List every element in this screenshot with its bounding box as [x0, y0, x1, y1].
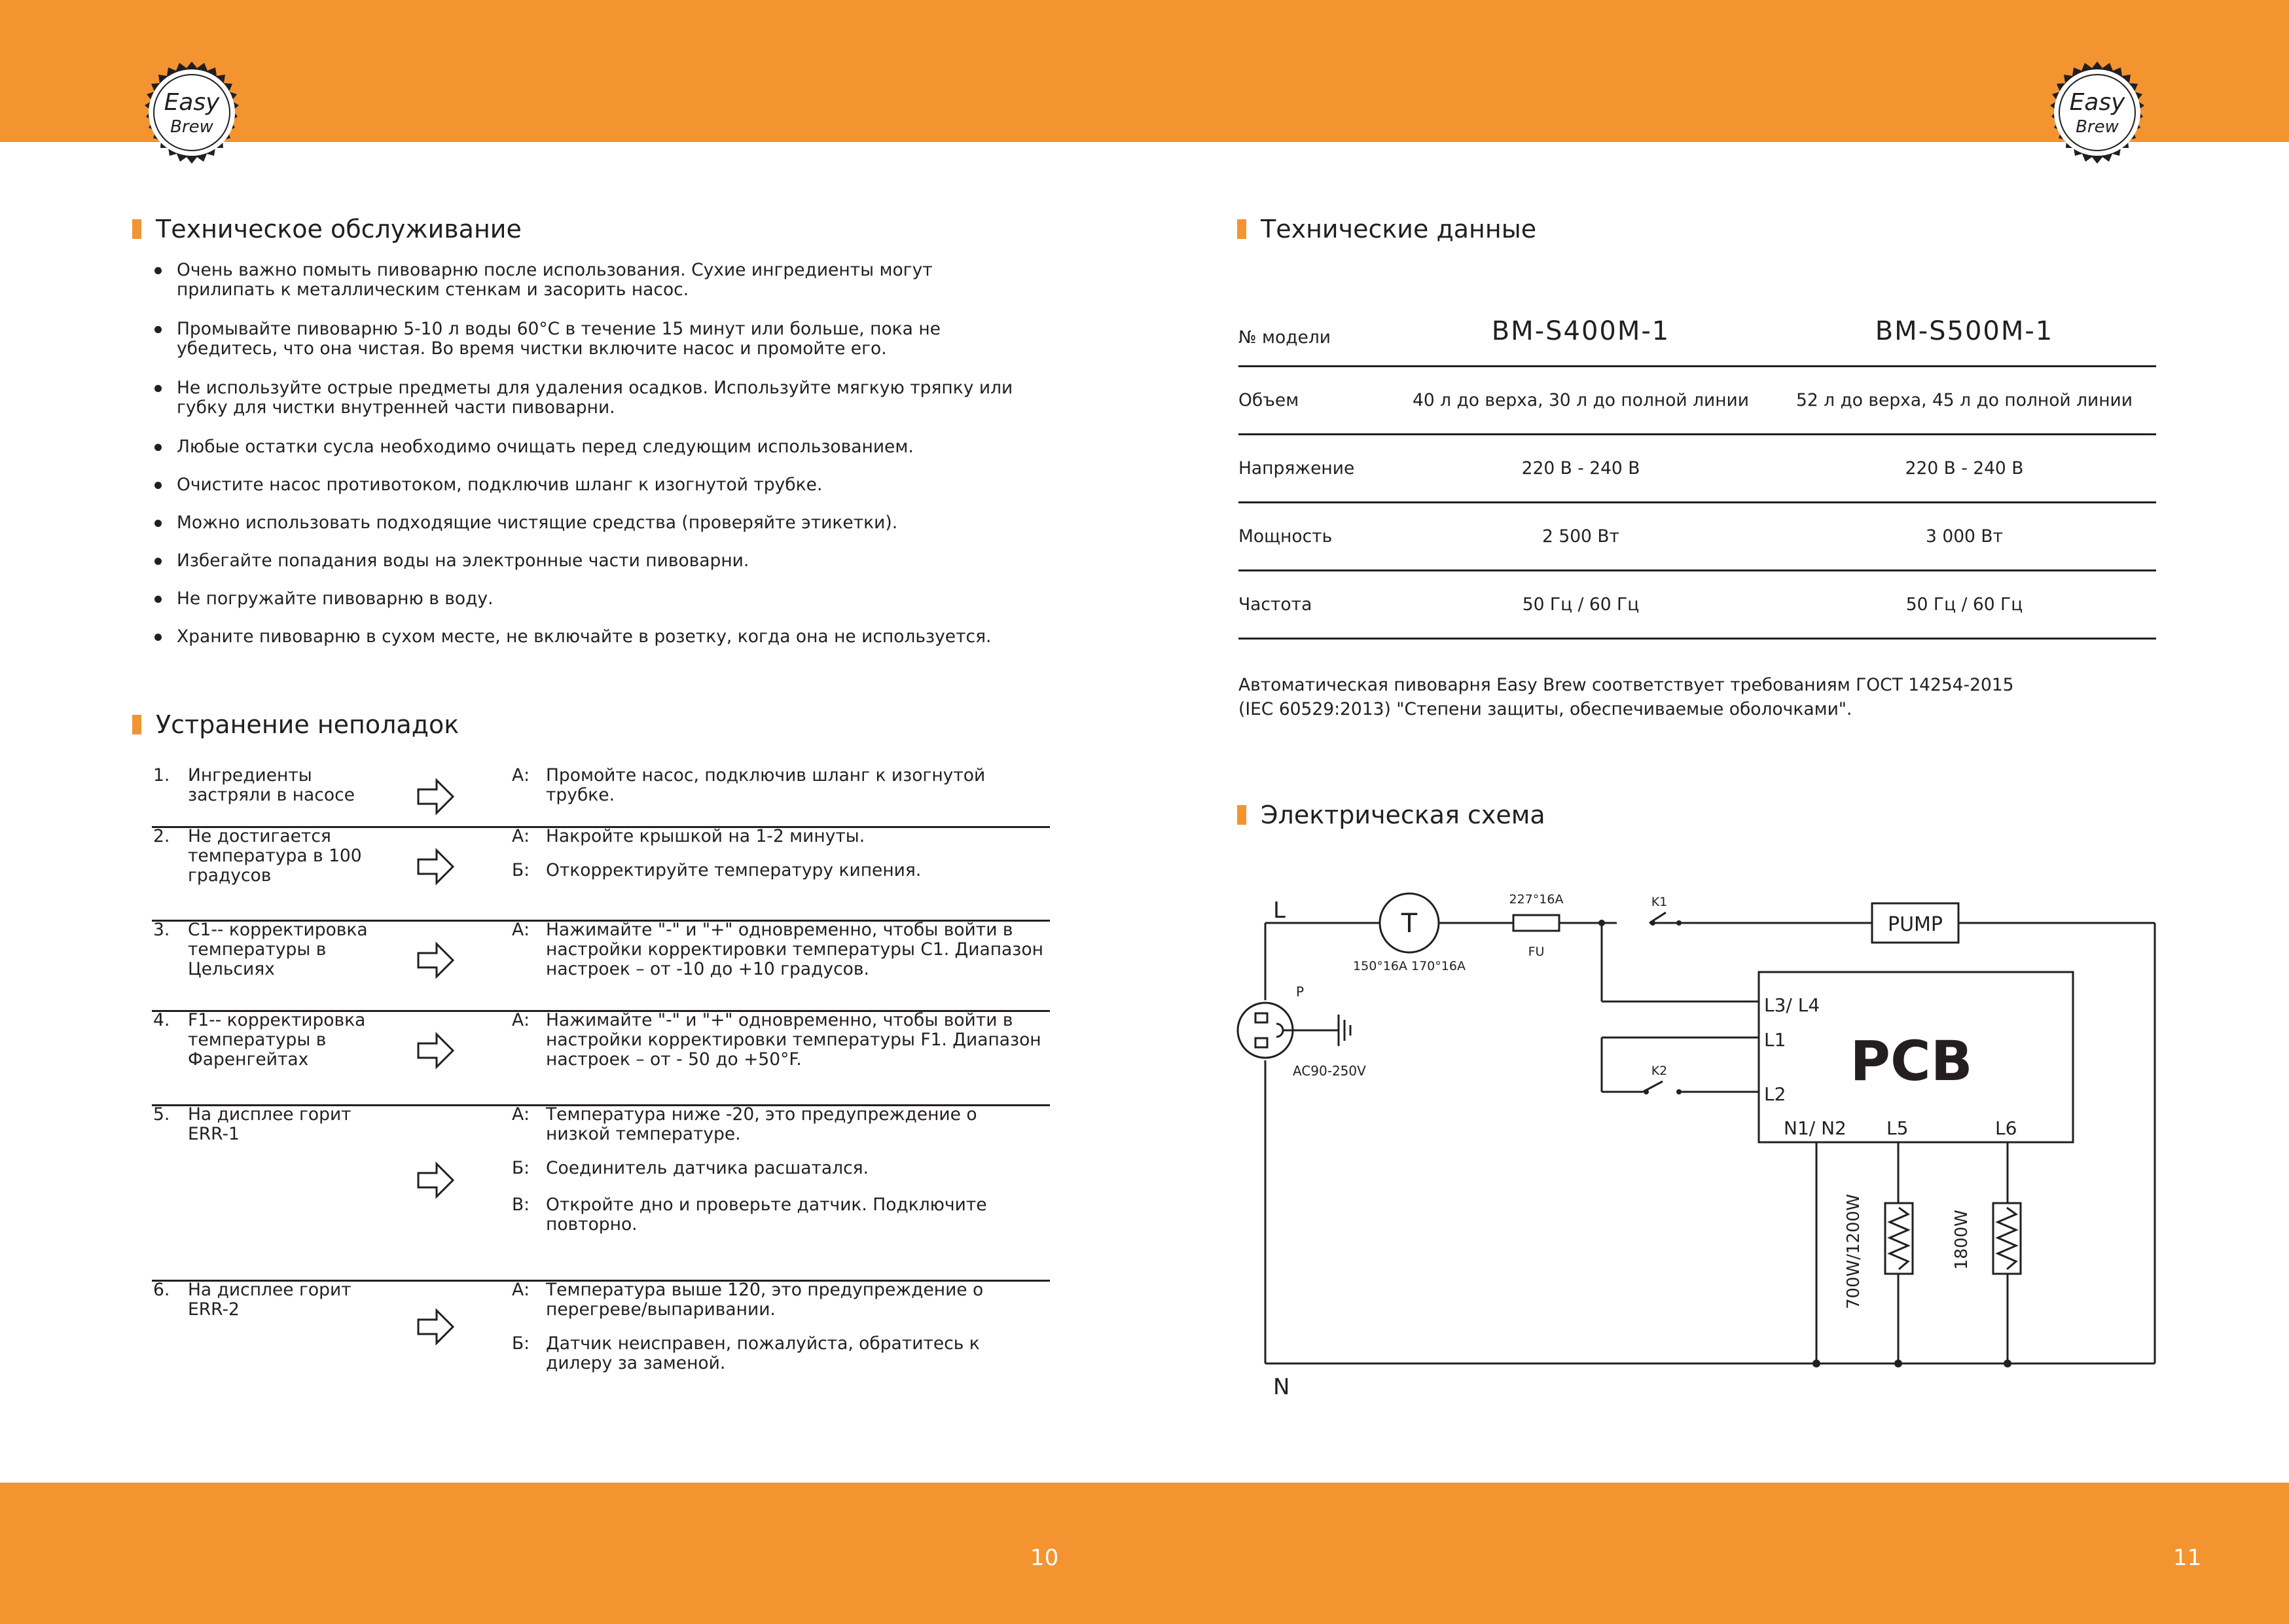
spec-label: Частота — [1238, 570, 1389, 638]
maintenance-list — [152, 261, 1055, 647]
label-K2: K2 — [1651, 1064, 1668, 1078]
troubleshooting-row — [152, 828, 1050, 922]
row-number: 5. — [153, 1104, 170, 1125]
maintenance-item: Очень важно помыть пивоварню после использования. Сухие ингредиенты могут прилипать к металлическим стенкам и засорить насос. — [152, 261, 1055, 300]
maintenance-item: Не погружайте пивоварню в воду. — [152, 589, 1055, 609]
solution-item: А: Температура выше 120, это предупреждение о перегреве/выпаривании. — [512, 1280, 984, 1320]
maintenance-item: Избегайте попадания воды на электронные части пивоварни. — [152, 551, 1055, 571]
maintenance-item: Очистите насос противотоком, подключив шланг к изогнутой трубке. — [152, 475, 1055, 495]
problem-text: C1-- корректировка температуры в Цельсиях — [188, 920, 368, 979]
page-number-right: 11 — [2173, 1545, 2202, 1571]
specs-header-row — [1238, 298, 2156, 366]
arrow-right-icon — [417, 941, 455, 979]
svg-text:Brew: Brew — [170, 117, 213, 137]
solution-letter: А: — [512, 826, 530, 846]
solution-list — [512, 1280, 1049, 1373]
troubleshooting-row — [152, 1106, 1050, 1282]
solution-item: Б: Соединитель датчика расшатался. — [512, 1158, 869, 1178]
solution-item: Б: Откорректируйте температуру кипения. — [512, 860, 922, 880]
solution-letter: Б: — [512, 1158, 530, 1178]
spec-label: Напряжение — [1238, 434, 1389, 502]
model-name: BM-S400M-1 — [1389, 298, 1773, 366]
label-T: T — [1401, 909, 1418, 939]
arrow-right-icon — [417, 1032, 455, 1070]
spec-value: 2 500 Вт — [1389, 502, 1773, 570]
label-heater1: 700W/1200W — [1844, 1194, 1864, 1309]
label-K1: K1 — [1651, 895, 1668, 909]
maintenance-item: Не используйте острые предметы для удаления осадков. Используйте мягкую тряпку или губку для чистки внутренней части пивоварни. — [152, 378, 1055, 418]
solution-list — [512, 766, 1049, 805]
label-P: P — [1296, 984, 1305, 1000]
easy-brew-logo-right — [2040, 55, 2155, 170]
footer-band — [0, 1483, 2289, 1624]
arrow-right-icon — [417, 1161, 455, 1199]
row-number: 6. — [153, 1280, 170, 1300]
solution-letter: Б: — [512, 860, 530, 880]
maintenance-title: Техническое обслуживание — [132, 215, 522, 244]
troubleshooting-row — [152, 767, 1050, 828]
easy-brew-logo-left — [134, 55, 249, 170]
maintenance-item: Промывайте пивоварню 5-10 л воды 60°C в течение 15 минут или больше, пока не убедитесь, что она чистая. Во время чистки включите насос и промойте его. — [152, 319, 1055, 359]
label-t-rating: 150°16A 170°16A — [1353, 959, 1466, 973]
specs-row — [1238, 502, 2156, 570]
label-heater2: 1800W — [1952, 1210, 1972, 1270]
electrical-schematic — [1231, 884, 2173, 1407]
solution-item: В: Откройте дно и проверьте датчик. Подключите повторно. — [512, 1195, 987, 1235]
solution-item: А: Нажимайте "-" и "+" одновременно, чтобы войти в настройки корректировки температуры C1. Диапазон настроек – от -10 до +10 градусов. — [512, 920, 1043, 979]
label-N: N — [1273, 1374, 1290, 1400]
solution-letter: А: — [512, 1280, 530, 1300]
specs-row — [1238, 366, 2156, 434]
row-number: 3. — [153, 920, 170, 940]
problem-text: Не достигается температура в 100 градусов — [188, 826, 362, 886]
specs-header-label: № модели — [1238, 298, 1389, 366]
problem-text: F1-- корректировка температуры в Фаренгейтах — [188, 1010, 366, 1070]
spec-value: 220 В - 240 В — [1773, 434, 2156, 502]
label-fuse-rating: 227°16A — [1509, 892, 1564, 907]
maintenance-item: Храните пивоварню в сухом месте, не включайте в розетку, когда она не используется. — [152, 627, 1055, 647]
arrow-right-icon — [417, 848, 455, 886]
arrow-right-icon — [417, 778, 455, 816]
svg-text:Easy: Easy — [164, 89, 220, 116]
arrow-right-icon — [417, 1308, 455, 1346]
label-N1N2: N1/ N2 — [1784, 1117, 1847, 1139]
specs-row — [1238, 570, 2156, 638]
spec-value: 52 л до верха, 45 л до полной линии — [1773, 366, 2156, 434]
solution-item: Б: Датчик неисправен, пожалуйста, обратитесь к дилеру за заменой. — [512, 1333, 980, 1373]
solution-letter: А: — [512, 1010, 530, 1030]
label-ac-range: AC90-250V — [1293, 1063, 1366, 1079]
header-band — [0, 0, 2289, 142]
label-L6: L6 — [1995, 1117, 2017, 1139]
spec-label: Объем — [1238, 366, 1389, 434]
svg-text:Easy: Easy — [2069, 89, 2125, 116]
troubleshooting-title: Устранение неполадок — [132, 710, 459, 739]
model-name: BM-S500M-1 — [1773, 298, 2156, 366]
specs-title: Технические данные — [1237, 215, 1536, 244]
troubleshooting-row — [152, 1012, 1050, 1106]
specs-row — [1238, 434, 2156, 502]
solution-letter: Б: — [512, 1333, 530, 1354]
solution-list — [512, 827, 1049, 880]
solution-item: А: Температура ниже -20, это предупреждение о низкой температуре. — [512, 1104, 977, 1144]
label-L1: L1 — [1764, 1029, 1786, 1051]
solution-list — [512, 920, 1049, 979]
solution-item: А: Накройте крышкой на 1-2 минуты. — [512, 826, 865, 846]
row-number: 2. — [153, 826, 170, 846]
solution-item: А: Нажимайте "-" и "+" одновременно, чтобы войти в настройки корректировки температуры F1. Диапазон настроек – от - 50 до +50°F. — [512, 1010, 1041, 1070]
page-number-left: 10 — [1030, 1545, 1059, 1571]
solution-list — [512, 1011, 1049, 1070]
compliance-note: Автоматическая пивоварня Easy Brew соответствует требованиям ГОСТ 14254-2015 (IEC 60529:2013) "Степени защиты, обеспечиваемые оболочками". — [1238, 675, 2014, 719]
label-PUMP: PUMP — [1887, 913, 1943, 936]
maintenance-item: Можно использовать подходящие чистящие средства (проверяйте этикетки). — [152, 513, 1055, 533]
spec-label: Мощность — [1238, 502, 1389, 570]
spec-value: 220 В - 240 В — [1389, 434, 1773, 502]
problem-text: На дисплее горит ERR-1 — [188, 1104, 351, 1144]
label-L: L — [1273, 897, 1286, 924]
troubleshooting-row — [152, 922, 1050, 1012]
problem-text: Ингредиенты застряли в насосе — [188, 765, 355, 805]
row-number: 4. — [153, 1010, 170, 1030]
maintenance-item: Любые остатки сусла необходимо очищать перед следующим использованием. — [152, 437, 1055, 457]
solution-letter: А: — [512, 765, 530, 785]
solution-item: А: Промойте насос, подключив шланг к изогнутой трубке. — [512, 765, 986, 805]
problem-text: На дисплее горит ERR-2 — [188, 1280, 351, 1320]
specs-table — [1238, 298, 2156, 640]
spec-value: 3 000 Вт — [1773, 502, 2156, 570]
spec-value: 40 л до верха, 30 л до полной линии — [1389, 366, 1773, 434]
spec-value: 50 Гц / 60 Гц — [1773, 570, 2156, 638]
spec-value: 50 Гц / 60 Гц — [1389, 570, 1773, 638]
row-number: 1. — [153, 765, 170, 785]
solution-letter: А: — [512, 1104, 530, 1125]
label-L2: L2 — [1764, 1083, 1786, 1105]
solution-letter: А: — [512, 920, 530, 940]
solution-letter: В: — [512, 1195, 530, 1215]
label-L5: L5 — [1886, 1117, 1909, 1139]
label-L3L4: L3/ L4 — [1764, 994, 1820, 1016]
schematic-title: Электрическая схема — [1237, 801, 1545, 829]
solution-list — [512, 1105, 1049, 1235]
label-PCB: PCB — [1850, 1029, 1973, 1093]
troubleshooting-row — [152, 1282, 1050, 1413]
svg-text:Brew: Brew — [2076, 117, 2119, 137]
label-FU: FU — [1528, 945, 1545, 959]
